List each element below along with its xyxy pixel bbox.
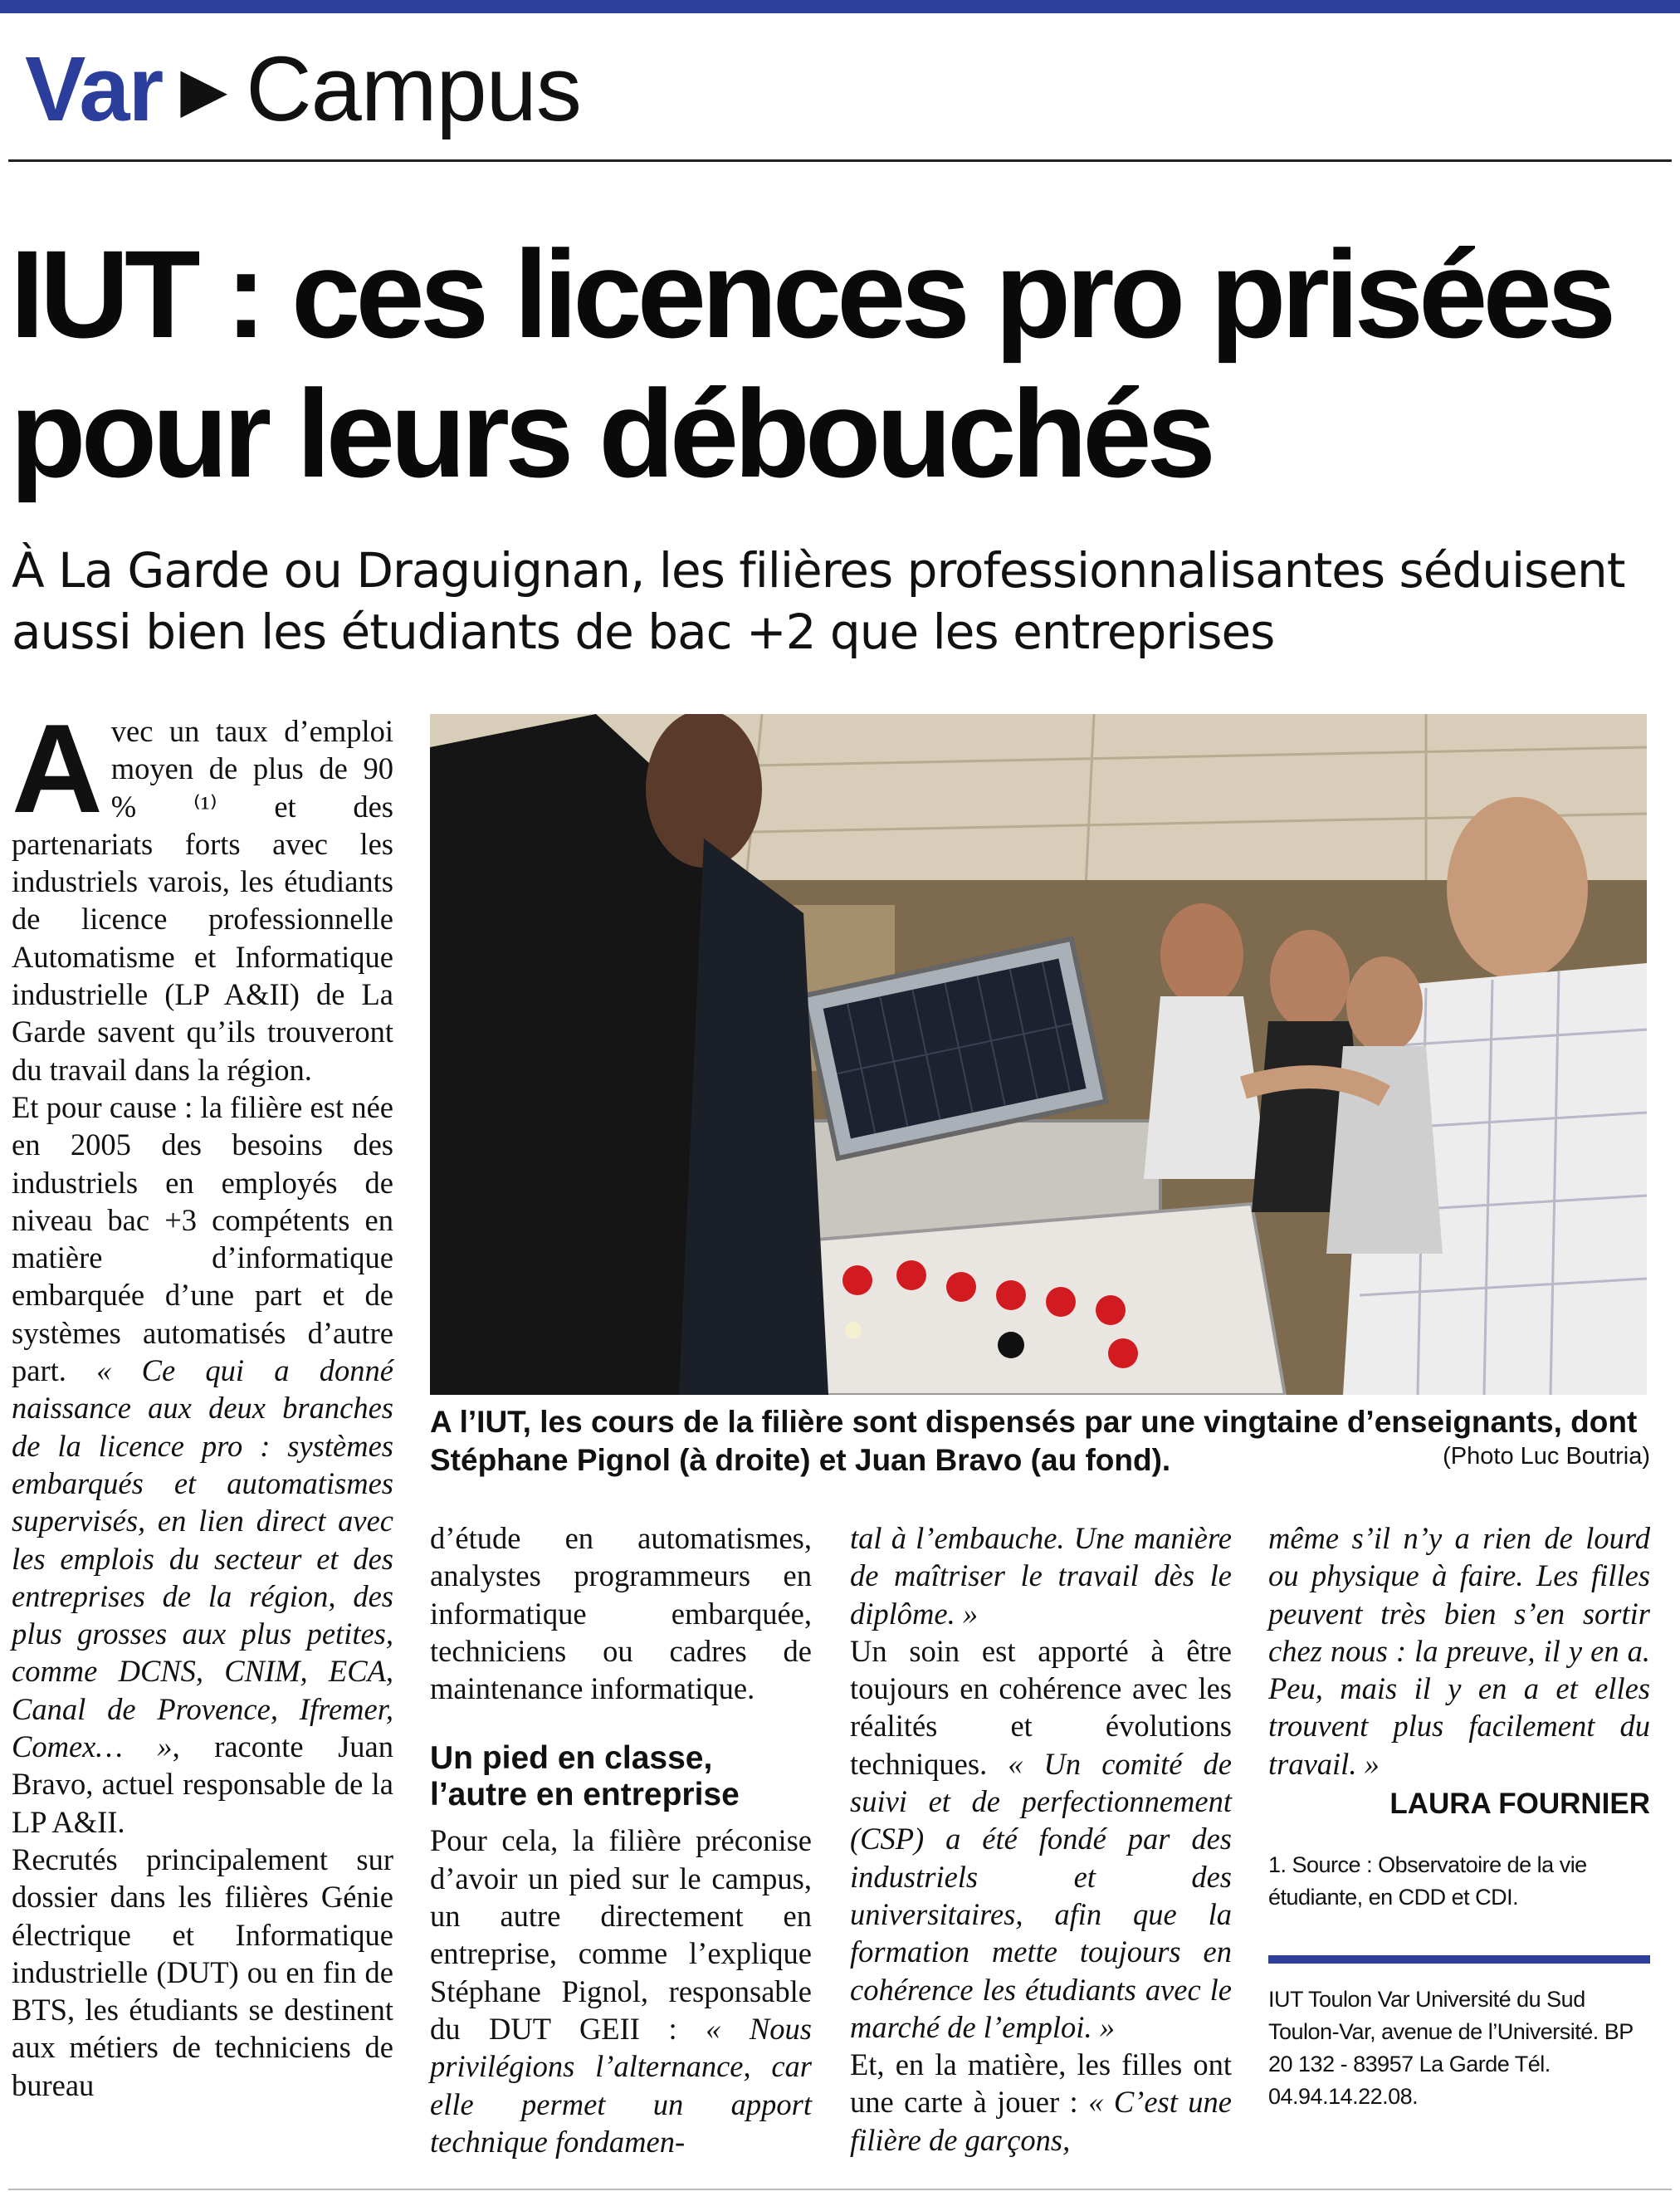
girls-text: Et, en la matière, les filles ont une carte à jouer : [850,2047,1232,2120]
intro-text: vec un taux d’emploi moyen de plus de 90 % ⁽¹⁾ et des partenariats forts avec les industriels varois, les étudiants de licence professionnelle Automatisme et Informatique industrielle (LP A&II) de La Garde savent qu’ils trouveront du travail dans la région. [12,714,393,1087]
paragraph-csp [850,1632,1232,2046]
alternance-text: Pour cela, la filière préconise d’avoir un pied sur le campus, un autre directement en entreprise, comme l’explique Stéphane Pignol, responsable du DUT GEII : [430,1823,812,2046]
top-color-band [0,0,1680,13]
pignol-quote-continued: tal à l’embauche. Une manière de maîtriser le travail dès le diplôme. » [850,1521,1232,1631]
header-divider [8,159,1672,162]
paragraph-alternance [430,1822,812,2160]
subsection-name: Campus [246,38,581,140]
article-headline: IUT : ces licences pro prisées pour leurs débouchés [10,224,1612,503]
bravo-attribution: , raconte Juan Bravo, actuel responsable de la LP A&II. [12,1729,393,1839]
paragraph-recruitment: Recrutés principalement sur dossier dans les filières Génie électrique et Informatique industrielle (DUT) ou en fin de BTS, les étudiants se destinent aux métiers de techniciens de bureau [12,1842,393,2102]
article-column-1 [12,698,393,2104]
photo-illustration [430,714,1647,1395]
csp-text: Un soin est apporté à être toujours en cohérence avec les réalités et évolutions techniques. [850,1633,1232,1781]
section-name: Var [25,38,163,140]
footnote: 1. Source : Observatoire de la vie étudiante, en CDD et CDI. [1268,1852,1587,1910]
paragraph-origin [12,1088,393,1841]
intertitle: Un pied en classe, l’autre en entreprise [430,1740,740,1813]
paragraph-intro [12,698,393,1088]
author-byline: LAURA FOURNIER [1389,1788,1650,1821]
page-bottom-edge [8,2189,1672,2190]
girls-quote-continued: même s’il n’y a rien de lourd ou physique à faire. Les filles peuvent très bien s’en sortir chez nous : la preuve, il y en a. Peu, mais il y en a et elles trouvent plus facilement du travail. » [1268,1521,1650,1781]
section-rubric [25,33,581,145]
csp-quote: « Un comité de suivi et de perfectionnement (CSP) a été fondé par des industriels et des universitaires, afin que la formation mette toujours en cohérence les étudiants avec le marché de l’emploi. » [850,1746,1232,2044]
article-column-2 [430,1519,812,2160]
drop-cap: A [12,698,103,839]
paragraph-careers: d’étude en automatismes, analystes programmeurs en informatique embarquée, techniciens ou cadres de maintenance informatique. [430,1521,812,1706]
rubric-arrow-icon: ▶ [180,54,228,124]
article-column-4 [1268,1519,1650,2113]
photo-credit: (Photo Luc Boutria) [1443,1443,1650,1470]
paragraph-girls [850,2046,1232,2159]
bravo-quote: « Ce qui a donné naissance aux deux branches de la licence pro : systèmes embarqués et automatismes supervisés, en lien direct avec les emplois du secteur et des entreprises de la région, des plus grosses aux plus petites, comme DCNS, CNIM, ECA, Canal de Provence, Ifremer, Comex… » [12,1353,393,1764]
article-photo [430,714,1647,1395]
article-subhead: À La Garde ou Draguignan, les filières professionnalisantes séduisent aussi bien les étudiants de bac +2 que les entreprises [12,542,1625,660]
contact-info: IUT Toulon Var Université du Sud Toulon-Var, avenue de l’Université. BP 20 132 - 83957 La Garde Tél. 04.94.14.22.08. [1268,1987,1634,2110]
pignol-quote: « Nous privilégions l’alternance, car elle permet un apport technique fondamen- [430,2011,812,2159]
contact-divider [1268,1955,1650,1964]
girls-quote: « C’est une filière de garçons, [850,2085,1232,2157]
origin-text: Et pour cause : la filière est née en 2005 des besoins des industriels en employés de niveau bac +3 compétents en matière d’informatique embarquée d’une part et de systèmes automatisés d’autre part. [12,1089,393,1388]
article-column-3 [850,1519,1232,2159]
photo-caption: A l’IUT, les cours de la filière sont dispensés par une vingtaine d’enseignants, dont Stéphane Pignol (à droite) et Juan Bravo (au fond). [430,1405,1638,1477]
